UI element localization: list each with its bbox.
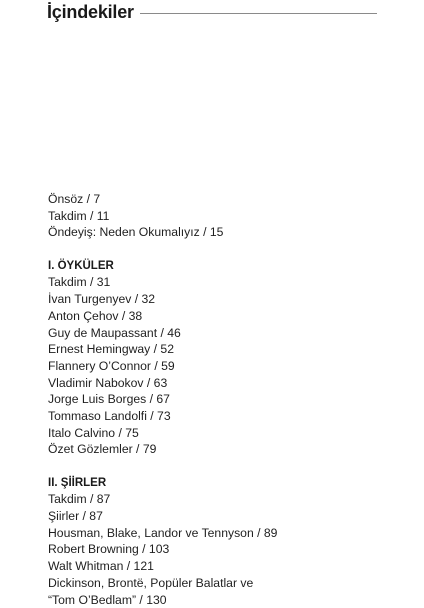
toc-entry: Jorge Luis Borges / 67: [48, 391, 388, 408]
page-title-row: [47, 1, 377, 23]
toc-entry: “Tom O’Bedlam” / 130: [48, 592, 388, 608]
toc-entry-presentation: Takdim / 11: [48, 208, 388, 225]
title-rule-divider: [140, 13, 377, 14]
toc-entry: Özet Gözlemler / 79: [48, 441, 388, 458]
table-of-contents: [48, 191, 388, 608]
toc-entry: Tommaso Landolfi / 73: [48, 408, 388, 425]
toc-entry: Anton Çehov / 38: [48, 308, 388, 325]
section-spacer: [48, 458, 388, 475]
toc-entry: Walt Whitman / 121: [48, 558, 388, 575]
toc-entry: İvan Turgenyev / 32: [48, 291, 388, 308]
toc-entry-prelude: Öndeyiş: Neden Okumalıyız / 15: [48, 224, 388, 241]
toc-entry: Vladimir Nabokov / 63: [48, 375, 388, 392]
section-heading-poems: II. ŞİİRLER: [48, 475, 388, 492]
toc-entry: Guy de Maupassant / 46: [48, 325, 388, 342]
toc-entry: Italo Calvino / 75: [48, 425, 388, 442]
toc-entry: Housman, Blake, Landor ve Tennyson / 89: [48, 525, 388, 542]
toc-entry: Şiirler / 87: [48, 508, 388, 525]
toc-entry: Ernest Hemingway / 52: [48, 341, 388, 358]
toc-entry: Robert Browning / 103: [48, 541, 388, 558]
toc-entry: Takdim / 87: [48, 491, 388, 508]
toc-entry-foreword: Önsöz / 7: [48, 191, 388, 208]
section-spacer: [48, 241, 388, 258]
section-heading-stories: I. ÖYKÜLER: [48, 258, 388, 275]
toc-entry: Takdim / 31: [48, 274, 388, 291]
page-title: İçindekiler: [47, 2, 134, 23]
toc-entry: Flannery O’Connor / 59: [48, 358, 388, 375]
toc-entry: Dickinson, Brontë, Popüler Balatlar ve: [48, 575, 388, 592]
